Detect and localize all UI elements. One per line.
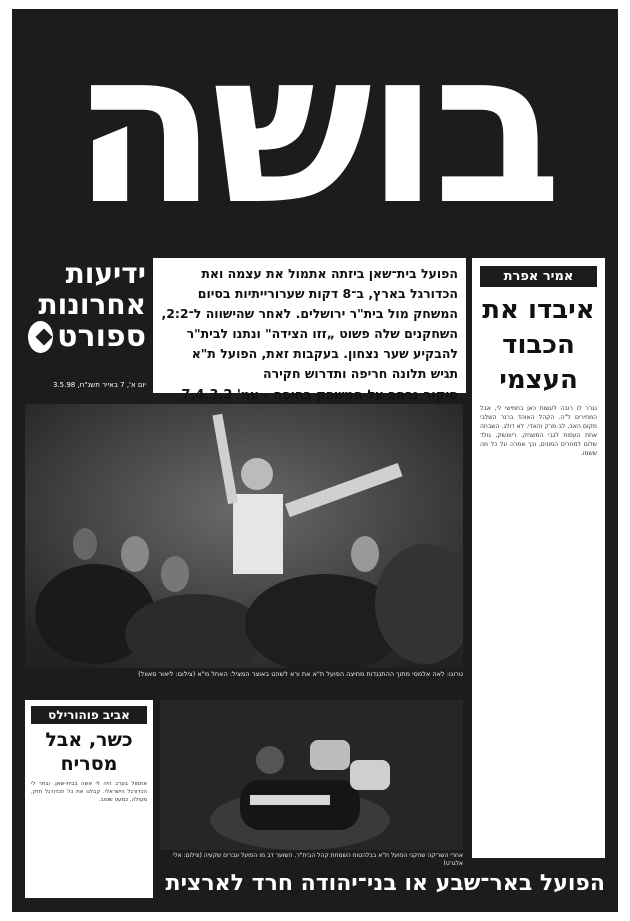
column-title: איבדו את הכבוד העצמי (482, 295, 595, 395)
secondary-photo-caption-text: אחרי השריקה שחקני הפועל ת"א בבלהטוח השמחת קהל הבית"ר. השוער דב מו הפועל עברים שקעיה (203, 852, 463, 859)
masthead-line2: אחרונות (38, 288, 146, 321)
second-column-body: אתמול בערב היה לי אשה בבית-שאן. ובחר לי הכדורגל הישראלי. קבלנו את כל הכדורגל חזק, מעולה, כמעט שטוב. (31, 781, 147, 803)
column-byline: אמיר אפרת (480, 266, 597, 287)
main-photo-caption-text: טרוגו: לאה אלמסי מתוך ההתנגדות מחיצה הפועל ת"א את ורא לשהט באוצר המציל: האחל מ"א (197, 670, 463, 678)
main-photo-credit: (צילום: ליאור סאוול) (138, 670, 196, 678)
masthead-line3 (28, 320, 146, 354)
masthead-sport-label: ספורט (57, 319, 146, 354)
main-photo (25, 404, 463, 668)
opinion-column (472, 258, 605, 858)
second-column-title: כשר, אבל מסריח (45, 729, 133, 775)
masthead-logo (28, 258, 146, 393)
second-column-byline: אביב פוהורילס (31, 706, 147, 724)
column-body: נגרר לו רובה לעשות כאן בחמישי לי, אבל המחירים ל"ה. הקהל האוהד ברנר השלבי מקום האב, לב מרק והאדי. לא דולג. השבחה אחת העפות לגבי המשחק. ריוונשק, גולד שלום למחרים המונים, וכך אמרה על כל מה ששמו. (480, 405, 597, 457)
masthead-line1: ידיעות (65, 257, 146, 290)
secondary-photo-credit: (צילום: אלי אלגרט) (172, 852, 463, 867)
goalkeeper-photo (160, 700, 463, 850)
issue-date: יום א', 7 באייר תשנ"ח, 3.5.98 (52, 381, 146, 389)
lead-text: הפועל בית־שאן ביזתה אתמול את עצמה ואת הכדורגל בארץ, ב־8 דקות שערורייתיות בסיום המשחק מול בית"ר ירושלים. לאחר שהישווה ל־2:2, השחקנים שלה פשוט „זזו הצידה" ונתנו לבית"ר להבקיע שער נצחון. בעקבות זאת, הפועל ת"א תגיש תלונה חריפה ותדרוש חקירה (161, 266, 458, 381)
soccer-ball-icon (28, 321, 53, 353)
second-column (25, 700, 153, 898)
celebration-photo (25, 404, 463, 668)
headline: בושה (71, 28, 557, 228)
bottom-headline: הפועל באר־שבע או בני־יהודה חרד לארצית (165, 871, 605, 896)
lead-box (153, 258, 466, 403)
secondary-photo (160, 700, 463, 850)
secondary-photo-caption (160, 852, 463, 868)
main-photo-caption (25, 670, 463, 678)
lead-page-ref: סיקור נרחב על המשחק בחיפה - עמ' 7,4,3,2 (181, 388, 458, 403)
